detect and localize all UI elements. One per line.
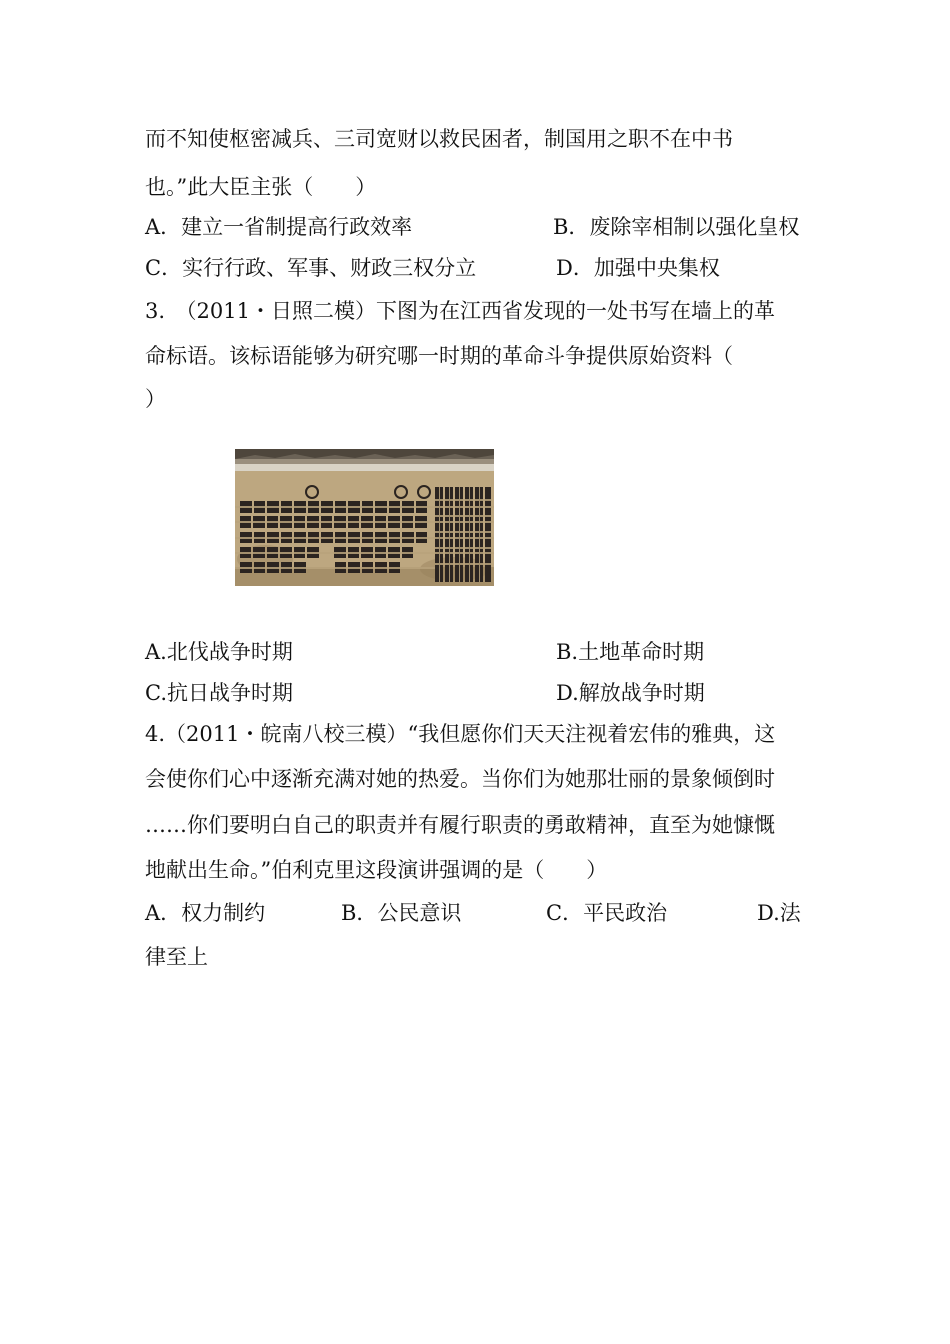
q3-option-c: C.抗日战争时期 xyxy=(145,681,293,705)
q3-option-a: A.北伐战争时期 xyxy=(145,640,293,664)
q2-stem-line-1: 而不知使枢密减兵、三司宽财以救民困者，制国用之职不在中书 xyxy=(145,127,733,151)
q4-stem-line-1: 4.（2011・皖南八校三模）“我但愿你们天天注视着宏伟的雅典，这 xyxy=(145,722,776,746)
q2-stem-line-2: 也。”此大臣主张（ ） xyxy=(145,175,377,199)
q4-stem-line-2: 会使你们心中逐渐充满对她的热爱。当你们为她那壮丽的景象倾倒时 xyxy=(145,767,775,791)
q3-option-b: B.土地革命时期 xyxy=(556,640,705,664)
q3-stem-line-2: 命标语。该标语能够为研究哪一时期的革命斗争提供原始资料（ xyxy=(145,344,733,368)
q4-stem-line-3: ……你们要明白自己的职责并有履行职责的勇敢精神，直至为她慷慨 xyxy=(145,813,775,837)
q4-option-b: B．公民意识 xyxy=(341,901,462,925)
q4-option-a: A．权力制约 xyxy=(145,901,266,925)
q2-option-b: B．废除宰相制以强化皇权 xyxy=(553,215,800,239)
q4-option-d-continued: 律至上 xyxy=(145,945,208,969)
q2-option-a: A．建立一省制提高行政效率 xyxy=(145,215,413,239)
q3-stem-line-1: 3. （2011・日照二模）下图为在江西省发现的一处书写在墙上的革 xyxy=(145,299,775,323)
slogan-wall-photo xyxy=(235,449,494,586)
q3-option-d: D.解放战争时期 xyxy=(556,681,705,705)
q4-option-c: C．平民政治 xyxy=(546,901,668,925)
q4-option-d: D.法 xyxy=(757,901,801,925)
q3-stem-line-3: ） xyxy=(145,387,166,411)
q2-option-c: C．实行行政、军事、财政三权分立 xyxy=(145,256,477,280)
q4-stem-line-4: 地献出生命。”伯利克里这段演讲强调的是（ ） xyxy=(145,858,608,882)
q2-option-d: D．加强中央集权 xyxy=(556,256,720,280)
